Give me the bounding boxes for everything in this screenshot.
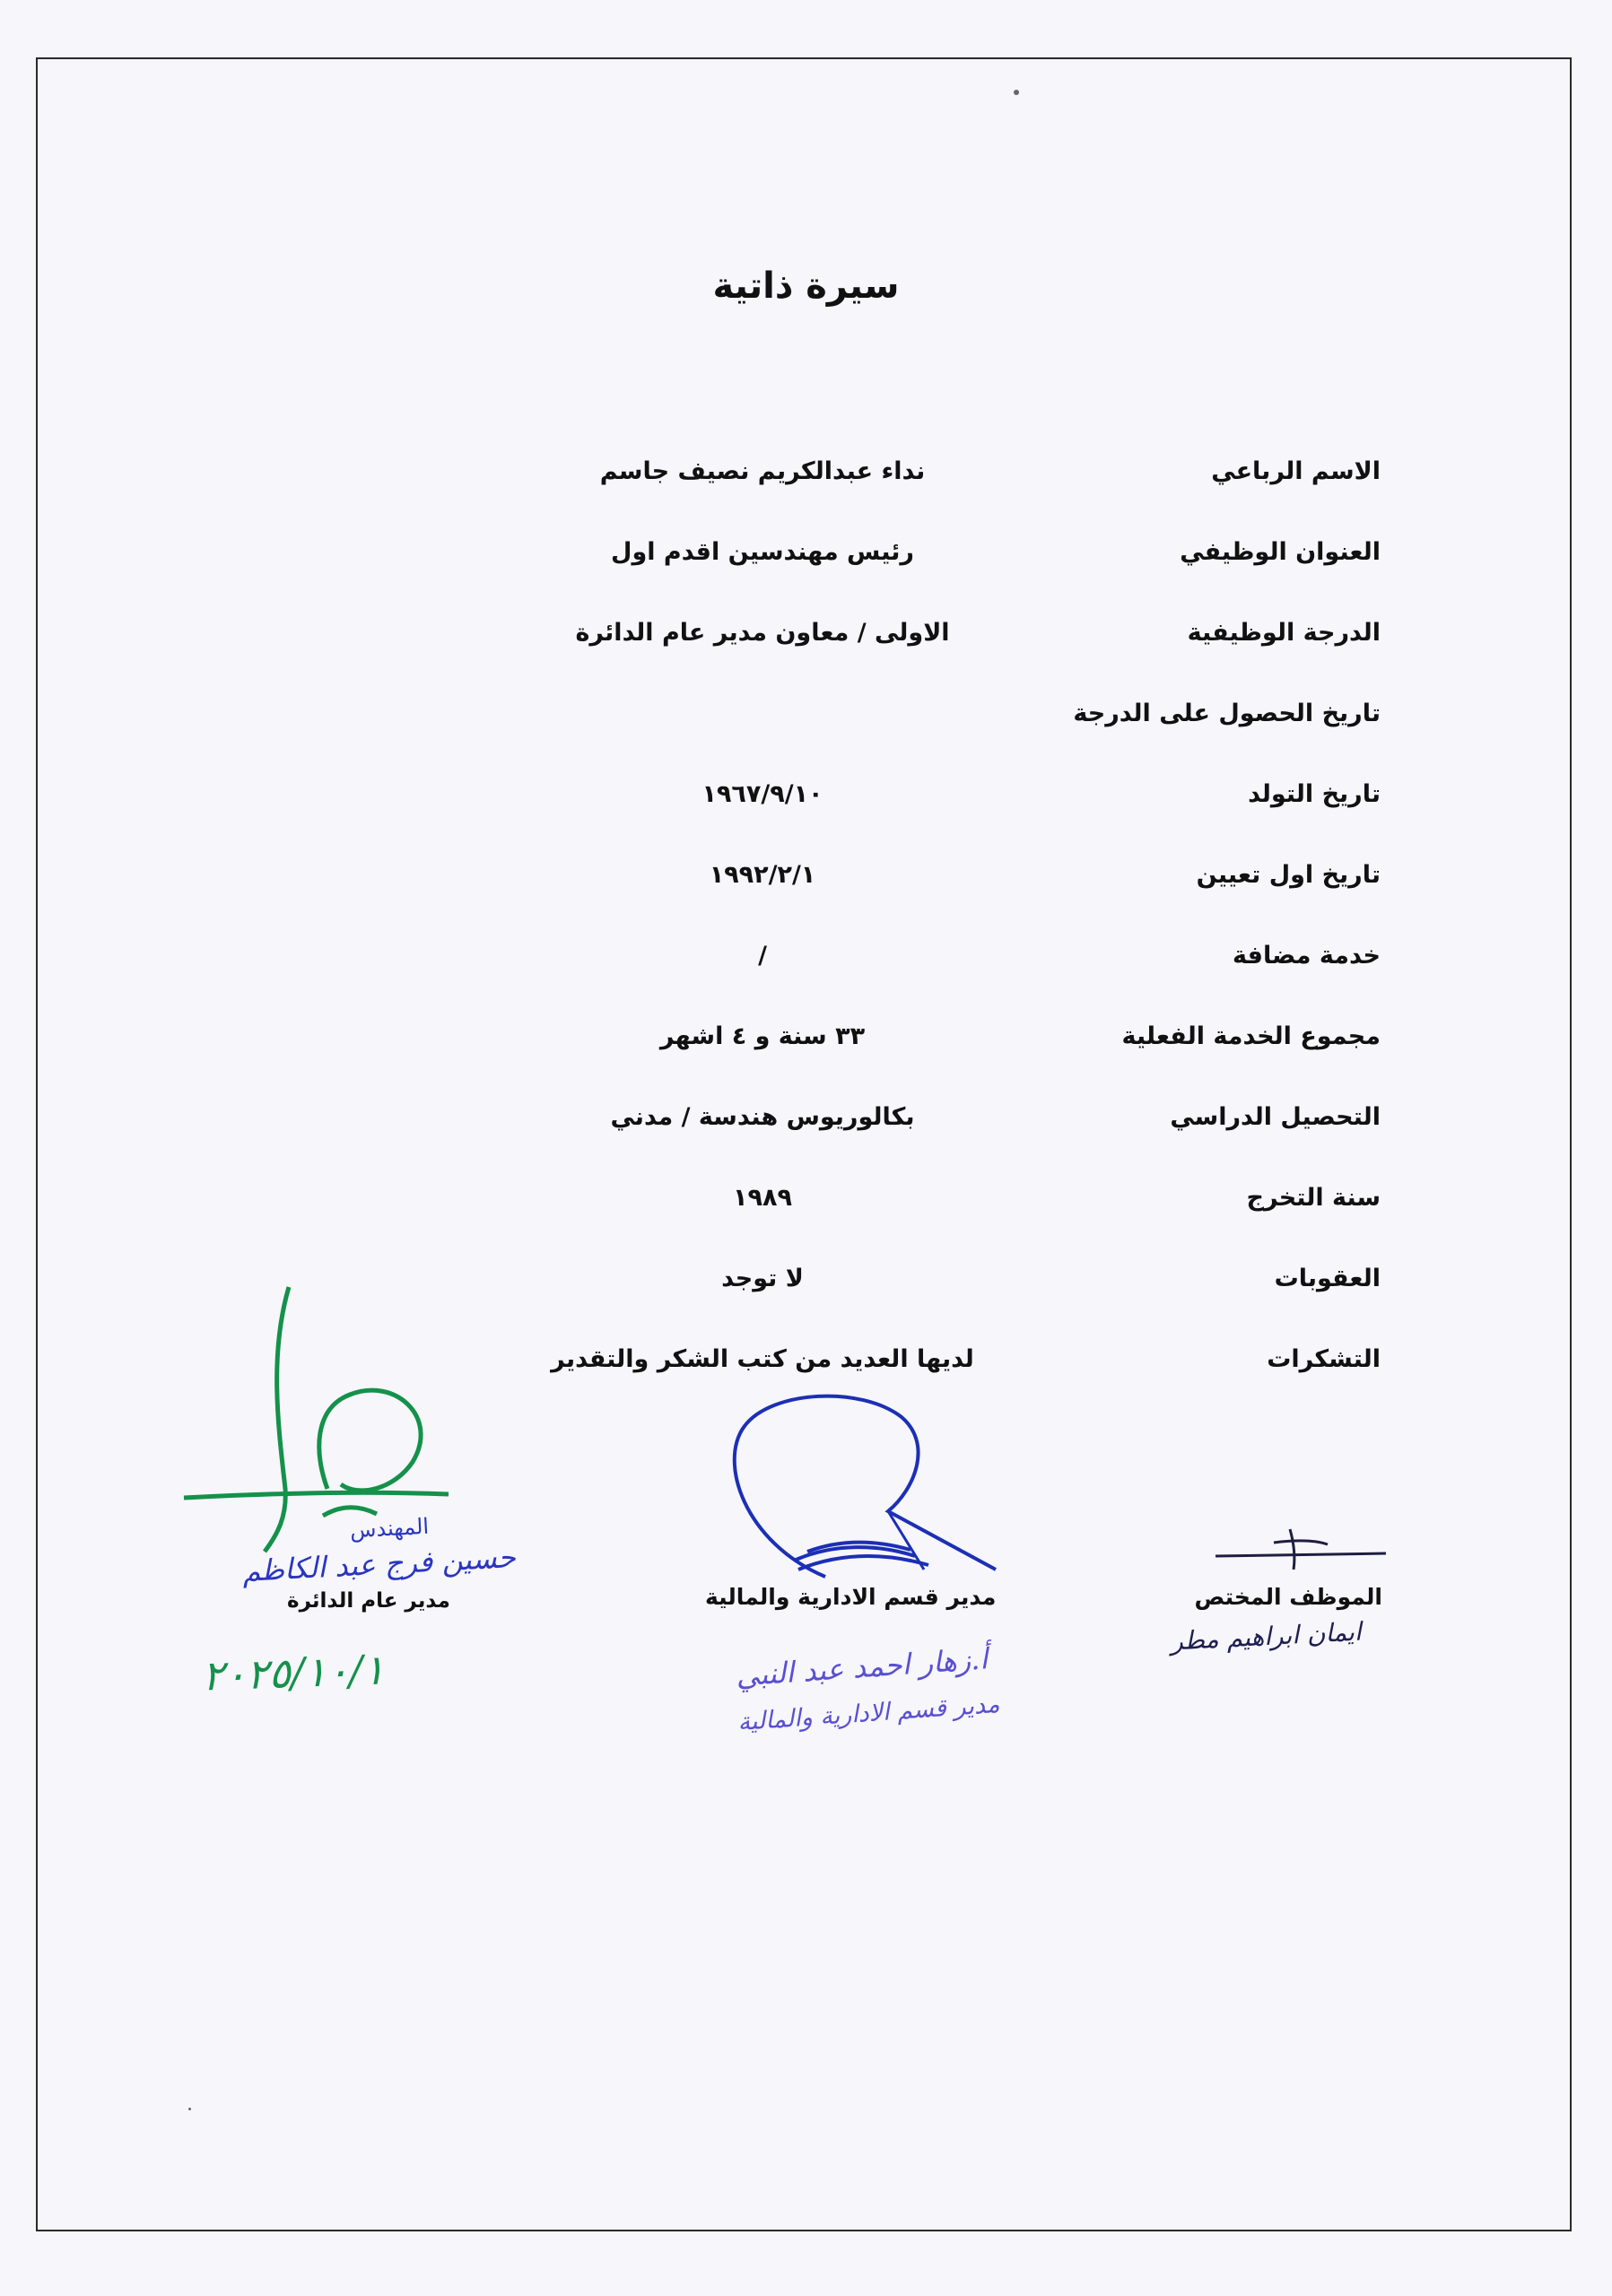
employee-signature bbox=[1211, 1516, 1390, 1578]
field-label: تاريخ اول تعيين bbox=[1196, 861, 1381, 889]
field-row-graduation-year bbox=[0, 1184, 1612, 1229]
field-label: العنوان الوظيفي bbox=[1180, 538, 1381, 566]
field-label: مجموع الخدمة الفعلية bbox=[1121, 1022, 1381, 1050]
field-value: / bbox=[758, 942, 767, 970]
field-value: لا توجد bbox=[721, 1265, 804, 1292]
field-label: الدرجة الوظيفية bbox=[1187, 619, 1381, 647]
field-value: بكالوريوس هندسة / مدني bbox=[610, 1103, 915, 1131]
admin-manager-stamp-line1: أ.زهار احمد عبد النبي bbox=[735, 1641, 989, 1693]
field-value: لديها العديد من كتب الشكر والتقدير bbox=[551, 1345, 974, 1373]
field-label: التحصيل الدراسي bbox=[1170, 1103, 1381, 1131]
field-row-total-service bbox=[0, 1022, 1612, 1067]
field-row-education bbox=[0, 1103, 1612, 1148]
field-value: ١٩٨٩ bbox=[733, 1184, 792, 1212]
admin-manager-caption: مدير قسم الادارية والمالية bbox=[705, 1584, 997, 1610]
general-manager-caption: مدير عام الدائرة bbox=[287, 1589, 450, 1613]
field-row-first-appointment bbox=[0, 861, 1612, 906]
field-value: نداء عبدالكريم نصيف جاسم bbox=[599, 457, 926, 485]
field-label: العقوبات bbox=[1274, 1265, 1381, 1292]
admin-manager-stamp-line2: مدير قسم الادارية والمالية bbox=[736, 1690, 1001, 1737]
general-manager-stamp-line1: المهندس bbox=[349, 1513, 430, 1544]
field-row-grade-date bbox=[0, 700, 1612, 744]
field-value: رئيس مهندسين اقدم اول bbox=[611, 538, 914, 566]
field-value: ١٩٦٧/٩/١٠ bbox=[701, 780, 823, 808]
field-value: الاولى / معاون مدير عام الدائرة bbox=[575, 619, 950, 647]
field-value: ١٩٩٢/٢/١ bbox=[709, 861, 816, 889]
employee-handwritten-name: ايمان ابراهيم مطر bbox=[1170, 1616, 1363, 1657]
field-value: ٣٣ سنة و ٤ اشهر bbox=[659, 1022, 866, 1050]
general-manager-handwritten-date: ٢٠٢٥/١٠/١ bbox=[201, 1645, 386, 1700]
field-label: سنة التخرج bbox=[1246, 1184, 1381, 1212]
field-row-birth-date bbox=[0, 780, 1612, 825]
employee-caption: الموظف المختص bbox=[1194, 1584, 1382, 1610]
scan-speck bbox=[188, 2108, 191, 2110]
field-label: الاسم الرباعي bbox=[1211, 457, 1381, 485]
field-row-full-name bbox=[0, 457, 1612, 502]
scan-speck bbox=[1014, 90, 1019, 95]
field-label: التشكرات bbox=[1267, 1345, 1381, 1373]
field-label: تاريخ الحصول على الدرجة bbox=[1073, 700, 1381, 727]
field-label: خدمة مضافة bbox=[1232, 942, 1381, 970]
admin-manager-signature bbox=[709, 1390, 1005, 1587]
field-row-job-title bbox=[0, 538, 1612, 583]
field-label: تاريخ التولد bbox=[1248, 780, 1381, 808]
document-title: سيرة ذاتية bbox=[712, 265, 900, 307]
field-row-added-service bbox=[0, 942, 1612, 987]
general-manager-stamp-line2: حسين فرج عبد الكاظم bbox=[241, 1540, 517, 1588]
field-row-job-grade bbox=[0, 619, 1612, 664]
